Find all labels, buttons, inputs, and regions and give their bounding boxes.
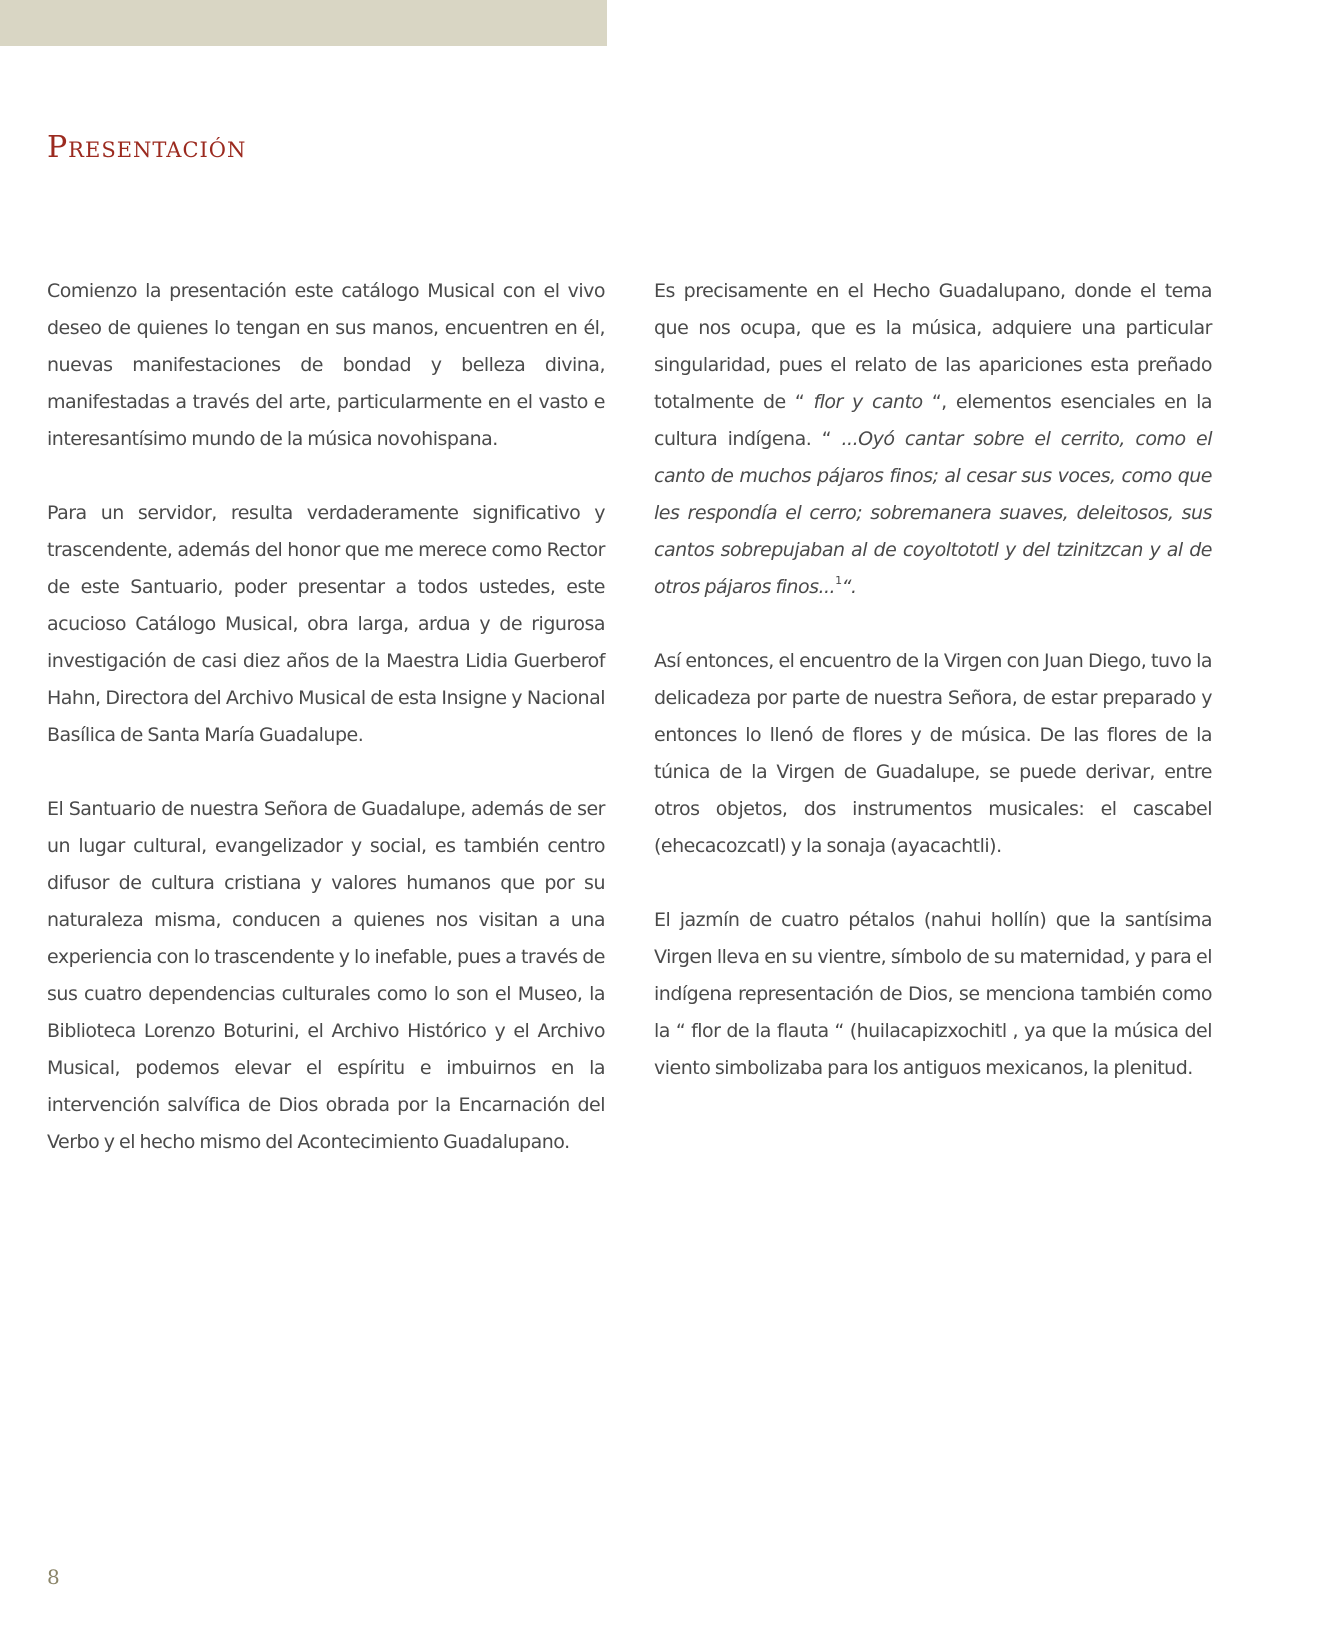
paragraph: Para un servidor, resulta verdaderamente significativo y trascendente, además del honor que me merece como Rector de este Santuario, poder presentar a todos ustedes, este acucioso Catálogo Musical, obra larga, ardua y de rigurosa investigación de casi diez años de la Maestra Lidia Guerberof Hahn, Directora del Archivo Musical de esta Insigne y Nacional Basílica de Santa María Guadalupe. (47, 502, 605, 746)
header-band (0, 0, 607, 46)
paragraph: El jazmín de cuatro pétalos (nahui hollín) que la santísima Virgen lleva en su vientre, símbolo de su maternidad, y para el indígena representación de Dios, se menciona también como la “ flor de la flauta “ (huilacapizxochitl , ya que la música del viento simbolizaba para los antiguos mexicanos, la plenitud. (654, 909, 1212, 1079)
paragraph: El Santuario de nuestra Señora de Guadalupe, además de ser un lugar cultural, evangelizador y social, es también centro difusor de cultura cristiana y valores humanos que por su naturaleza misma, conducen a quienes nos visitan a una experiencia con lo trascendente y lo inefable, pues a través de sus cuatro dependencias culturales como lo son el Museo, la Biblioteca Lorenzo Boturini, el Archivo Histórico y el Archivo Musical, podemos elevar el espíritu e imbuirnos en la intervención salvífica de Dios obrada por la Encarnación del Verbo y el hecho mismo del Acontecimiento Guadalupano. (47, 798, 605, 1153)
left-column (47, 273, 605, 1198)
quote-close: “. (841, 576, 857, 598)
right-column (654, 273, 1212, 1124)
text-segment: “, elementos esenciales en la cultura indígena. “ (654, 391, 1212, 450)
paragraph: Así entonces, el encuentro de la Virgen con Juan Diego, tuvo la delicadeza por parte de nuestra Señora, de estar preparado y entonces lo llenó de flores y de música. De las flores de la túnica de la Virgen de Guadalupe, se puede derivar, entre otros objetos, dos instrumentos musicales: el cascabel (ehecacozcatl) y la sonaja (ayacachtli). (654, 650, 1212, 857)
page-title: Presentación (47, 130, 247, 165)
page-number: 8 (47, 1565, 60, 1589)
quote-italic: ...Oyó cantar sobre el cerrito, como el canto de muchos pájaros finos; al cesar sus voces, como que les respondía el cerro; sobremanera suaves, deleitosos, sus cantos sobrepujaban al de coyoltototl y del tzinitzcan y al de otros pájaros finos... (654, 428, 1213, 598)
italic-segment: flor y canto (813, 391, 923, 413)
footnote-marker[interactable]: 1 (835, 574, 842, 587)
paragraph-with-quote (654, 273, 1212, 606)
text-segment: Es precisamente en el Hecho Guadalupano, donde el tema que nos ocupa, que es la música, adquiere una particular singularidad, pues el relato de las apariciones esta preñado totalmente de “ (654, 280, 1212, 413)
paragraph: Comienzo la presentación este catálogo Musical con el vivo deseo de quienes lo tengan en sus manos, encuentren en él, nuevas manifestaciones de bondad y belleza divina, manifestadas a través del arte, particularmente en el vasto e interesantísimo mundo de la música novohispana. (47, 280, 605, 450)
